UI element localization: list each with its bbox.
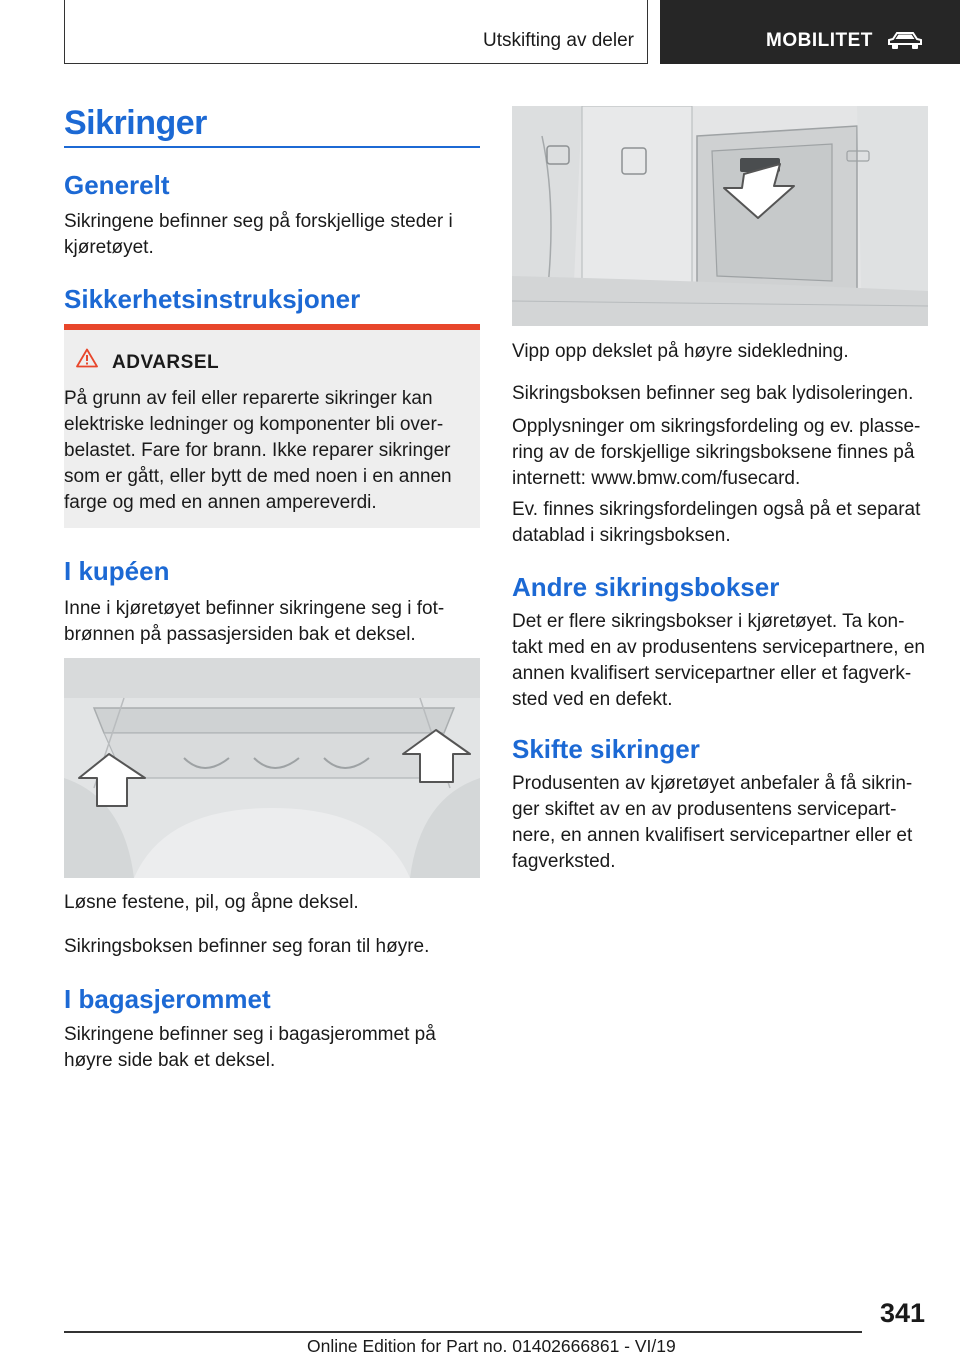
text-generelt-1: Sikringene befinner seg på forskjellige steder i <box>64 211 453 232</box>
text-oppl-1: Opplysninger om sikringsfordeling og ev. plasse- <box>512 416 921 437</box>
title-rule <box>64 146 480 148</box>
heading-generelt: Generelt <box>64 170 170 200</box>
text-skifte-1: Produsenten av kjøretøyet anbefaler å få sikrin- <box>512 773 913 794</box>
text-oppl-3: internett: www.bmw.com/fusecard. <box>512 468 801 489</box>
text-foran: Sikringsboksen befinner seg foran til høyre. <box>64 936 430 957</box>
heading-bagasje: I bagasjerommet <box>64 984 271 1014</box>
chapter-title: MOBILITET <box>766 30 873 51</box>
text-oppl-2: ring av de forskjellige sikringsboksene finnes på <box>512 442 915 463</box>
text-bagasje-2: høyre side bak et deksel. <box>64 1050 276 1071</box>
page-title: Sikringer <box>64 104 207 142</box>
text-generelt-2: kjøretøyet. <box>64 237 154 258</box>
warning-triangle-icon <box>76 348 98 368</box>
warning-line-1: På grunn av feil eller reparerte sikringer kan <box>64 388 433 409</box>
heading-skifte: Skifte sikringer <box>512 734 700 764</box>
text-kupe-2: brønnen på passasjersiden bak et deksel. <box>64 624 416 645</box>
text-andre-2: takt med en av produsentens servicepartnere, en <box>512 637 925 658</box>
warning-line-3: belastet. Fare for brann. Ikke reparer sikringer <box>64 440 451 461</box>
warning-title: ADVARSEL <box>112 352 220 373</box>
section-title: Utskifting av deler <box>482 30 634 51</box>
text-skifte-3: nere, en annen kvalifisert servicepartner eller et <box>512 825 913 846</box>
text-andre-4: sted ved en defekt. <box>512 689 673 710</box>
page-number: 341 <box>880 1298 926 1328</box>
text-skifte-4: fagverksted. <box>512 851 616 872</box>
text-ev-1: Ev. finnes sikringsfordelingen også på et separat <box>512 499 921 520</box>
warning-line-5: farge og med en annen ampereverdi. <box>64 492 377 513</box>
warning-line-2: elektriske ledninger og komponenter bli over- <box>64 414 444 435</box>
text-andre-3: annen kvalifisert servicepartner eller et fagverk- <box>512 663 912 684</box>
text-losne: Løsne festene, pil, og åpne deksel. <box>64 892 359 913</box>
text-bak: Sikringsboksen befinner seg bak lydisoleringen. <box>512 383 914 404</box>
text-ev-2: datablad i sikringsboksen. <box>512 525 731 546</box>
text-skifte-2: ger skiftet av en av produsentens servicepart- <box>512 799 897 820</box>
footer-rule <box>64 1331 862 1333</box>
text-bagasje-1: Sikringene befinner seg i bagasjerommet på <box>64 1024 436 1045</box>
text-andre-1: Det er flere sikringsbokser i kjøretøyet. Ta kon- <box>512 611 905 632</box>
edition-footer: Online Edition for Part no. 01402666861 - VI/19 <box>307 1336 676 1356</box>
warning-line-4: som er gått, eller bytt de med noen i en annen <box>64 466 452 487</box>
heading-kupe: I kupéen <box>64 556 170 586</box>
heading-sikkerhet: Sikkerhetsinstruksjoner <box>64 284 361 314</box>
luggage-compartment-illustration <box>512 106 928 326</box>
footwell-illustration <box>64 658 480 878</box>
car-icon <box>886 30 924 50</box>
heading-andre: Andre sikringsbokser <box>512 572 780 602</box>
text-vipp: Vipp opp dekslet på høyre sidekledning. <box>512 341 849 362</box>
text-kupe-1: Inne i kjøretøyet befinner sikringene seg i fot- <box>64 598 445 619</box>
